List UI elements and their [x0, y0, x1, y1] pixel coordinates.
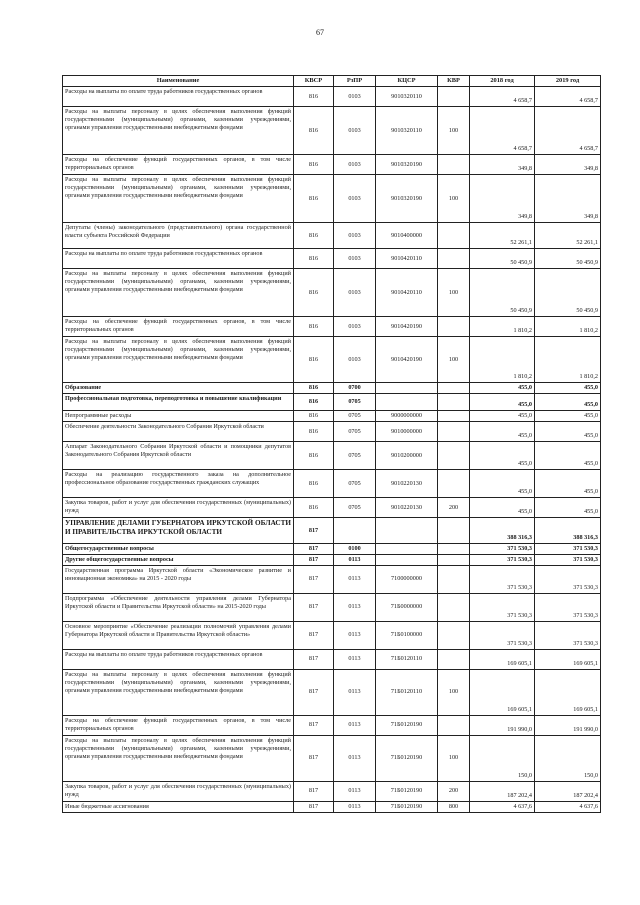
row-rzpr: 0113 [334, 669, 376, 715]
row-value-2019: 371 530,3 [535, 544, 601, 555]
row-rzpr: 0705 [334, 411, 376, 422]
row-value-2018: 4 658,7 [470, 107, 535, 155]
row-kcsr: 9010320190 [376, 155, 438, 175]
table-row [63, 621, 601, 649]
row-value-2018: 169 605,1 [470, 649, 535, 669]
row-kvr [438, 394, 470, 411]
row-value-2019: 371 530,3 [535, 593, 601, 621]
table-row [63, 781, 601, 801]
row-ksr: 816 [294, 383, 334, 394]
row-name: Иные бюджетные ассигнования [63, 801, 294, 812]
row-kcsr: 9010420190 [376, 337, 438, 383]
row-ksr: 817 [294, 801, 334, 812]
row-ksr: 816 [294, 442, 334, 470]
row-value-2019: 187 202,4 [535, 781, 601, 801]
row-value-2018: 455,0 [470, 470, 535, 498]
row-kcsr: 9010320190 [376, 175, 438, 223]
row-kcsr [376, 544, 438, 555]
row-value-2019: 455,0 [535, 470, 601, 498]
row-value-2019: 371 530,3 [535, 565, 601, 593]
table-row [63, 801, 601, 812]
row-kvr: 100 [438, 669, 470, 715]
row-name: Другие общегосударственные вопросы [63, 555, 294, 566]
row-value-2018: 191 990,0 [470, 715, 535, 735]
row-kvr [438, 383, 470, 394]
header-2019: 2019 год [535, 76, 601, 87]
row-kcsr [376, 518, 438, 544]
row-value-2018: 371 530,3 [470, 565, 535, 593]
row-rzpr: 0113 [334, 781, 376, 801]
row-name: Основное мероприятие «Обеспечение реализации полномочий управления делами Губернатора Иркутской области и Правительства Иркутской области» [63, 621, 294, 649]
row-value-2018: 455,0 [470, 383, 535, 394]
row-value-2018: 455,0 [470, 422, 535, 442]
row-name: Профессиональная подготовка, переподготовка и повышение квалификации [63, 394, 294, 411]
table-row [63, 87, 601, 107]
table-row [63, 498, 601, 518]
row-ksr: 816 [294, 411, 334, 422]
row-kvr [438, 715, 470, 735]
row-name: Общегосударственные вопросы [63, 544, 294, 555]
row-kvr [438, 470, 470, 498]
row-rzpr: 0113 [334, 715, 376, 735]
row-rzpr: 0705 [334, 422, 376, 442]
row-ksr: 816 [294, 394, 334, 411]
row-ksr: 817 [294, 565, 334, 593]
header-kvr: КВР [438, 76, 470, 87]
row-ksr: 816 [294, 470, 334, 498]
row-rzpr: 0103 [334, 337, 376, 383]
row-name: Обеспечение деятельности Законодательного Собрания Иркутской области [63, 422, 294, 442]
row-value-2019: 50 450,9 [535, 269, 601, 317]
table-row [63, 555, 601, 566]
table-row [63, 411, 601, 422]
row-value-2018: 150,0 [470, 735, 535, 781]
row-value-2018: 455,0 [470, 411, 535, 422]
row-value-2018: 455,0 [470, 498, 535, 518]
table-row [63, 649, 601, 669]
row-kcsr: 71Б0120110 [376, 669, 438, 715]
row-value-2018: 52 261,1 [470, 223, 535, 249]
row-ksr: 817 [294, 593, 334, 621]
header-rzpr: РзПР [334, 76, 376, 87]
row-ksr: 816 [294, 107, 334, 155]
row-value-2019: 191 990,0 [535, 715, 601, 735]
row-kvr: 100 [438, 269, 470, 317]
row-name: Расходы на обеспечение функций государственных органов, в том числе территориальных органов [63, 715, 294, 735]
row-name: Подпрограмма «Обеспечение деятельности управления делами Губернатора Иркутской области и Правительства Иркутской области» на 2015-2020 годы [63, 593, 294, 621]
row-ksr: 816 [294, 87, 334, 107]
row-name: Расходы на выплаты персоналу в целях обеспечения выполнения функций государственными (муниципальными) органами, казенными учреждениями, органами управления государственными внебюджетными фондами [63, 175, 294, 223]
row-value-2019: 4 637,6 [535, 801, 601, 812]
row-value-2018: 349,8 [470, 175, 535, 223]
row-name: Расходы на выплаты персоналу в целях обеспечения выполнения функций государственными (муниципальными) органами, казенными учреждениями, органами управления государственными внебюджетными фондами [63, 107, 294, 155]
row-kvr [438, 621, 470, 649]
row-rzpr: 0705 [334, 470, 376, 498]
row-value-2019: 4 658,7 [535, 107, 601, 155]
table-body [63, 87, 601, 813]
table-row [63, 249, 601, 269]
row-kvr: 100 [438, 337, 470, 383]
row-kvr [438, 317, 470, 337]
row-name: Расходы на выплаты персоналу в целях обеспечения выполнения функций государственными (муниципальными) органами, казенными учреждениями, органами управления государственными внебюджетными фондами [63, 669, 294, 715]
row-kvr: 800 [438, 801, 470, 812]
row-value-2019: 455,0 [535, 498, 601, 518]
header-name: Наименование [63, 76, 294, 87]
table-row [63, 317, 601, 337]
table-row [63, 669, 601, 715]
row-ksr: 816 [294, 422, 334, 442]
row-ksr: 817 [294, 555, 334, 566]
table-row [63, 593, 601, 621]
budget-table [62, 75, 601, 813]
row-rzpr: 0113 [334, 555, 376, 566]
row-kvr: 100 [438, 107, 470, 155]
row-kvr [438, 249, 470, 269]
row-value-2019: 50 450,9 [535, 249, 601, 269]
row-name: Образование [63, 383, 294, 394]
row-name: Расходы на выплаты по оплате труда работников государственных органов [63, 249, 294, 269]
row-ksr: 816 [294, 155, 334, 175]
row-value-2019: 388 316,3 [535, 518, 601, 544]
table-row [63, 383, 601, 394]
table-header-row [63, 76, 601, 87]
row-value-2018: 50 450,9 [470, 249, 535, 269]
row-rzpr: 0705 [334, 498, 376, 518]
row-value-2018: 4 658,7 [470, 87, 535, 107]
row-kvr: 100 [438, 175, 470, 223]
row-value-2019: 455,0 [535, 411, 601, 422]
table-row [63, 565, 601, 593]
row-kvr [438, 649, 470, 669]
row-value-2018: 371 530,3 [470, 593, 535, 621]
row-value-2019: 371 530,3 [535, 555, 601, 566]
row-rzpr: 0103 [334, 269, 376, 317]
row-ksr: 817 [294, 649, 334, 669]
row-rzpr: 0103 [334, 107, 376, 155]
row-kcsr: 9010000000 [376, 422, 438, 442]
row-value-2019: 371 530,3 [535, 621, 601, 649]
row-name: УПРАВЛЕНИЕ ДЕЛАМИ ГУБЕРНАТОРА ИРКУТСКОЙ ОБЛАСТИ И ПРАВИТЕЛЬСТВА ИРКУТСКОЙ ОБЛАСТИ [63, 518, 294, 544]
row-kcsr: 71Б0120190 [376, 715, 438, 735]
row-kcsr: 71Б0100000 [376, 621, 438, 649]
row-rzpr: 0113 [334, 593, 376, 621]
row-rzpr: 0103 [334, 317, 376, 337]
row-kcsr: 9000000000 [376, 411, 438, 422]
row-value-2018: 371 530,3 [470, 544, 535, 555]
row-value-2019: 455,0 [535, 394, 601, 411]
row-rzpr: 0103 [334, 249, 376, 269]
row-name: Закупка товаров, работ и услуг для обеспечения государственных (муниципальных) нужд [63, 781, 294, 801]
row-kcsr: 9010220130 [376, 470, 438, 498]
row-kvr: 200 [438, 781, 470, 801]
row-kcsr [376, 383, 438, 394]
row-kcsr: 71Б0120190 [376, 735, 438, 781]
row-name: Расходы на выплаты персоналу в целях обеспечения выполнения функций государственными (муниципальными) органами, казенными учреждениями, органами управления государственными внебюджетными фондами [63, 337, 294, 383]
row-value-2018: 349,8 [470, 155, 535, 175]
row-value-2018: 388 316,3 [470, 518, 535, 544]
row-kcsr: 9010400000 [376, 223, 438, 249]
row-kcsr: 9010420110 [376, 249, 438, 269]
row-name: Государственная программа Иркутской области «Экономическое развитие и инновационная экономика» на 2015 - 2020 годы [63, 565, 294, 593]
row-kvr: 100 [438, 735, 470, 781]
row-kvr [438, 411, 470, 422]
table-row [63, 337, 601, 383]
row-kvr: 200 [438, 498, 470, 518]
row-rzpr: 0103 [334, 175, 376, 223]
row-rzpr: 0103 [334, 223, 376, 249]
row-name: Депутаты (члены) законодательного (представительного) органа государственной власти субъекта Российской Федерации [63, 223, 294, 249]
row-kvr [438, 422, 470, 442]
table-row [63, 735, 601, 781]
row-value-2019: 349,8 [535, 175, 601, 223]
row-value-2019: 150,0 [535, 735, 601, 781]
row-rzpr: 0113 [334, 565, 376, 593]
row-rzpr: 0705 [334, 394, 376, 411]
row-kcsr: 9010320110 [376, 107, 438, 155]
row-rzpr: 0103 [334, 87, 376, 107]
row-rzpr: 0113 [334, 649, 376, 669]
row-value-2018: 1 810,2 [470, 317, 535, 337]
row-ksr: 817 [294, 669, 334, 715]
header-2018: 2018 год [470, 76, 535, 87]
page-number: 67 [316, 28, 324, 37]
row-kvr [438, 555, 470, 566]
row-kvr [438, 155, 470, 175]
row-kcsr: 7100000000 [376, 565, 438, 593]
row-value-2018: 455,0 [470, 394, 535, 411]
row-ksr: 817 [294, 544, 334, 555]
row-value-2019: 349,8 [535, 155, 601, 175]
row-kvr [438, 87, 470, 107]
row-kvr [438, 565, 470, 593]
row-ksr: 817 [294, 715, 334, 735]
row-name: Аппарат Законодательного Собрания Иркутской области и помощники депутатов Законодательного Собрания Иркутской области [63, 442, 294, 470]
row-rzpr: 0113 [334, 735, 376, 781]
row-ksr: 816 [294, 269, 334, 317]
table-row [63, 269, 601, 317]
table-row [63, 544, 601, 555]
row-name: Закупка товаров, работ и услуг для обеспечения государственных (муниципальных) нужд [63, 498, 294, 518]
row-rzpr: 0705 [334, 442, 376, 470]
row-name: Расходы на реализацию государственного заказа на дополнительное профессиональное образование государственных гражданских служащих [63, 470, 294, 498]
row-kcsr: 9010420110 [376, 269, 438, 317]
row-kvr [438, 518, 470, 544]
row-value-2019: 455,0 [535, 442, 601, 470]
row-ksr: 816 [294, 223, 334, 249]
row-kcsr: 9010420190 [376, 317, 438, 337]
table-row [63, 715, 601, 735]
row-ksr: 816 [294, 498, 334, 518]
row-ksr: 817 [294, 621, 334, 649]
row-ksr: 817 [294, 735, 334, 781]
row-rzpr: 0103 [334, 155, 376, 175]
row-name: Непрограммные расходы [63, 411, 294, 422]
row-kcsr [376, 394, 438, 411]
row-ksr: 817 [294, 518, 334, 544]
row-value-2018: 50 450,9 [470, 269, 535, 317]
row-kcsr [376, 555, 438, 566]
table-row [63, 518, 601, 544]
table-row [63, 107, 601, 155]
row-value-2018: 371 530,3 [470, 555, 535, 566]
row-ksr: 817 [294, 781, 334, 801]
table-row [63, 175, 601, 223]
table-row [63, 470, 601, 498]
table-row [63, 394, 601, 411]
row-value-2018: 371 530,3 [470, 621, 535, 649]
row-ksr: 816 [294, 175, 334, 223]
row-ksr: 816 [294, 337, 334, 383]
row-name: Расходы на выплаты по оплате труда работников государственных органов [63, 649, 294, 669]
row-value-2018: 1 810,2 [470, 337, 535, 383]
row-rzpr: 0100 [334, 544, 376, 555]
row-rzpr: 0113 [334, 621, 376, 649]
header-kcsr: КЦСР [376, 76, 438, 87]
row-name: Расходы на выплаты персоналу в целях обеспечения выполнения функций государственными (муниципальными) органами, казенными учреждениями, органами управления государственными внебюджетными фондами [63, 735, 294, 781]
row-rzpr [334, 518, 376, 544]
row-kcsr: 71Б0120110 [376, 649, 438, 669]
table-row [63, 223, 601, 249]
row-value-2018: 4 637,6 [470, 801, 535, 812]
row-rzpr: 0700 [334, 383, 376, 394]
table-row [63, 155, 601, 175]
row-name: Расходы на выплаты по оплате труда работников государственных органов [63, 87, 294, 107]
row-kcsr: 9010200000 [376, 442, 438, 470]
row-value-2019: 455,0 [535, 422, 601, 442]
row-value-2018: 187 202,4 [470, 781, 535, 801]
row-value-2019: 1 810,2 [535, 317, 601, 337]
row-kcsr: 9010220130 [376, 498, 438, 518]
row-kcsr: 71Б0120190 [376, 801, 438, 812]
row-name: Расходы на обеспечение функций государственных органов, в том числе территориальных органов [63, 155, 294, 175]
row-value-2019: 455,0 [535, 383, 601, 394]
row-value-2019: 52 261,1 [535, 223, 601, 249]
row-value-2018: 455,0 [470, 442, 535, 470]
row-value-2019: 169 605,1 [535, 649, 601, 669]
row-kvr [438, 442, 470, 470]
row-value-2018: 169 605,1 [470, 669, 535, 715]
row-kcsr: 9010320110 [376, 87, 438, 107]
row-kvr [438, 593, 470, 621]
row-ksr: 816 [294, 317, 334, 337]
row-kcsr: 71Б0000000 [376, 593, 438, 621]
row-value-2019: 169 605,1 [535, 669, 601, 715]
row-kvr [438, 544, 470, 555]
table-row [63, 442, 601, 470]
row-name: Расходы на выплаты персоналу в целях обеспечения выполнения функций государственными (муниципальными) органами, казенными учреждениями, органами управления государственными внебюджетными фондами [63, 269, 294, 317]
row-name: Расходы на обеспечение функций государственных органов, в том числе территориальных органов [63, 317, 294, 337]
row-kcsr: 71Б0120190 [376, 781, 438, 801]
row-ksr: 816 [294, 249, 334, 269]
row-kvr [438, 223, 470, 249]
row-value-2019: 1 810,2 [535, 337, 601, 383]
table-row [63, 422, 601, 442]
row-rzpr: 0113 [334, 801, 376, 812]
row-value-2019: 4 658,7 [535, 87, 601, 107]
header-ksr: КВСР [294, 76, 334, 87]
